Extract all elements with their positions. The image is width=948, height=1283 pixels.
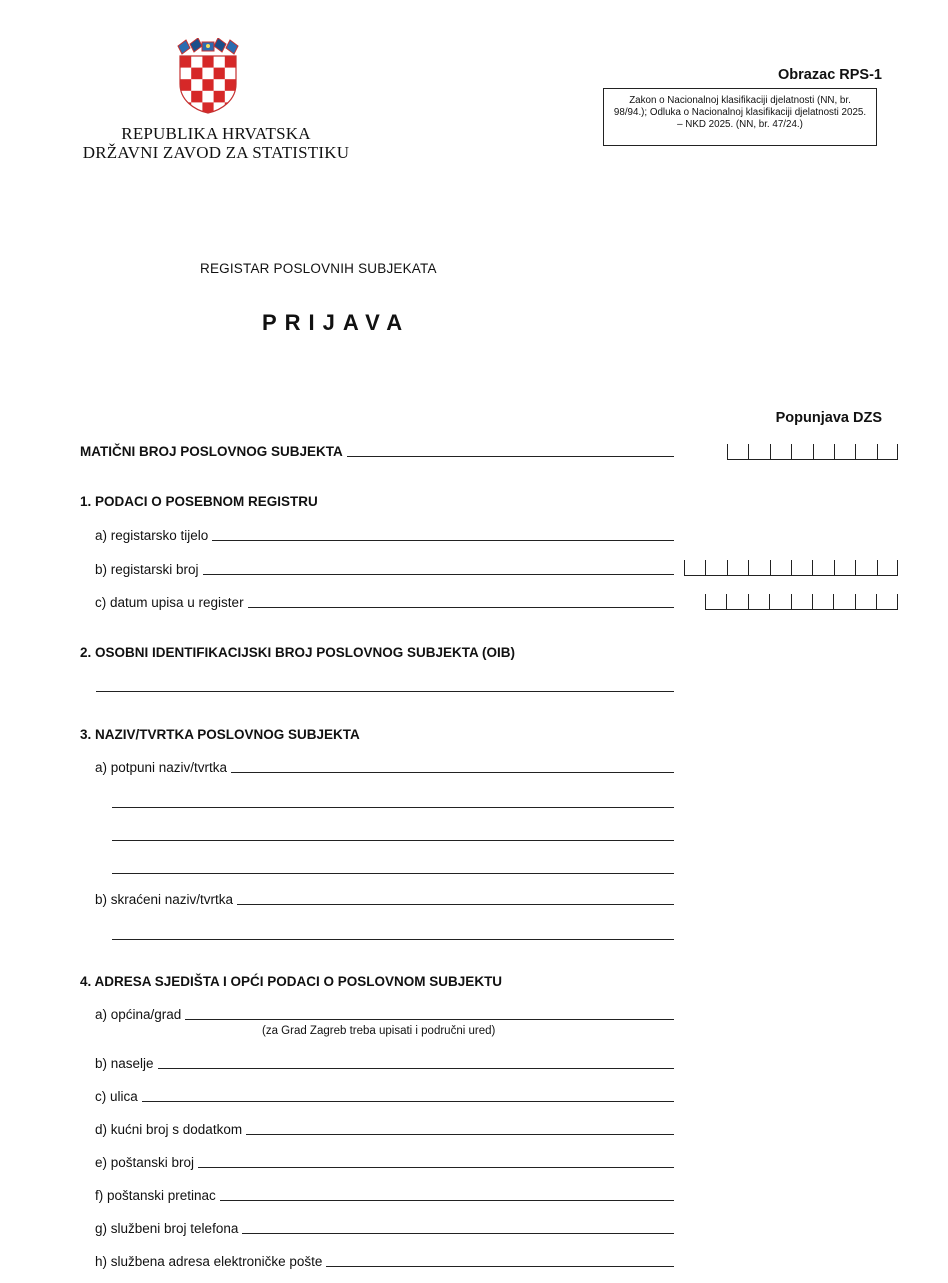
- registry-number-boxes[interactable]: [684, 560, 898, 576]
- section4-title: 4. ADRESA SJEDIŠTA I OPĆI PODACI O POSLOVNOM SUBJEKTU: [80, 974, 503, 989]
- short-name-input[interactable]: [237, 904, 674, 905]
- street-row: [95, 1089, 674, 1104]
- registry-body-row: [95, 528, 674, 543]
- email-label: h) službena adresa elektroničke pošte: [95, 1254, 323, 1269]
- issuer-name: [60, 124, 372, 162]
- dzs-label: Popunjava DZS: [775, 410, 882, 426]
- municipality-label: a) općina/grad: [95, 1007, 182, 1022]
- registration-number-input[interactable]: [347, 456, 674, 457]
- registry-body-input[interactable]: [212, 540, 674, 541]
- short-name-row: [95, 892, 674, 907]
- full-name-label: a) potpuni naziv/tvrtka: [95, 760, 228, 775]
- section3-title: 3. NAZIV/TVRTKA POSLOVNOG SUBJEKTA: [80, 727, 360, 742]
- registration-number-label: MATIČNI BROJ POSLOVNOG SUBJEKTA: [80, 444, 343, 459]
- settlement-row: [95, 1056, 674, 1071]
- full-name-line-4[interactable]: [112, 873, 674, 874]
- registration-number-row: [80, 444, 674, 459]
- house-number-input[interactable]: [246, 1134, 674, 1135]
- registry-number-label: b) registarski broj: [95, 562, 199, 577]
- postal-code-label: e) poštanski broj: [95, 1155, 195, 1170]
- postal-code-row: [95, 1155, 674, 1170]
- phone-label: g) službeni broj telefona: [95, 1221, 239, 1236]
- po-box-input[interactable]: [220, 1200, 674, 1201]
- municipality-hint: (za Grad Zagreb treba upisati i područni ured): [262, 1025, 496, 1037]
- full-name-input[interactable]: [231, 772, 674, 773]
- registry-number-input[interactable]: [203, 574, 674, 575]
- municipality-row: [95, 1007, 674, 1022]
- full-name-line-2[interactable]: [112, 807, 674, 808]
- registry-date-row: [95, 595, 674, 610]
- street-label: c) ulica: [95, 1089, 138, 1104]
- oib-input[interactable]: [96, 691, 674, 692]
- short-name-line-2[interactable]: [112, 939, 674, 940]
- phone-row: [95, 1221, 674, 1236]
- short-name-label: b) skraćeni naziv/tvrtka: [95, 892, 234, 907]
- municipality-input[interactable]: [185, 1019, 674, 1020]
- full-name-line-3[interactable]: [112, 840, 674, 841]
- coat-of-arms-icon: [176, 38, 240, 114]
- register-heading: REGISTAR POSLOVNIH SUBJEKATA: [200, 261, 437, 276]
- house-number-row: [95, 1122, 674, 1137]
- po-box-row: [95, 1188, 674, 1203]
- issuer-line1: REPUBLIKA HRVATSKA: [121, 124, 311, 143]
- registry-date-label: c) datum upisa u register: [95, 595, 244, 610]
- street-input[interactable]: [142, 1101, 674, 1102]
- registry-date-input[interactable]: [248, 607, 674, 608]
- issuer-line2: DRŽAVNI ZAVOD ZA STATISTIKU: [82, 143, 350, 162]
- email-input[interactable]: [326, 1266, 674, 1267]
- law-reference-box: Zakon o Nacionalnoj klasifikaciji djelatnosti (NN, br. 98/94.); Odluka o Nacionalnoj klasifikaciji djelatnosti 2025. – NKD 2025. (NN, br. 47/24.): [603, 88, 877, 146]
- registry-number-row: [95, 562, 674, 577]
- registry-date-boxes[interactable]: [705, 594, 898, 610]
- registry-body-label: a) registarsko tijelo: [95, 528, 209, 543]
- form-title: PRIJAVA: [262, 310, 411, 335]
- email-row: [95, 1254, 674, 1269]
- postal-code-input[interactable]: [198, 1167, 674, 1168]
- registration-number-boxes[interactable]: [727, 444, 898, 460]
- form-code: Obrazac RPS-1: [778, 67, 882, 83]
- full-name-row: [95, 760, 674, 775]
- settlement-input[interactable]: [158, 1068, 674, 1069]
- section1-title: 1. PODACI O POSEBNOM REGISTRU: [80, 494, 318, 509]
- settlement-label: b) naselje: [95, 1056, 154, 1071]
- section2-title: 2. OSOBNI IDENTIFIKACIJSKI BROJ POSLOVNOG SUBJEKTA (OIB): [80, 645, 516, 660]
- phone-input[interactable]: [242, 1233, 674, 1234]
- house-number-label: d) kućni broj s dodatkom: [95, 1122, 243, 1137]
- po-box-label: f) poštanski pretinac: [95, 1188, 216, 1203]
